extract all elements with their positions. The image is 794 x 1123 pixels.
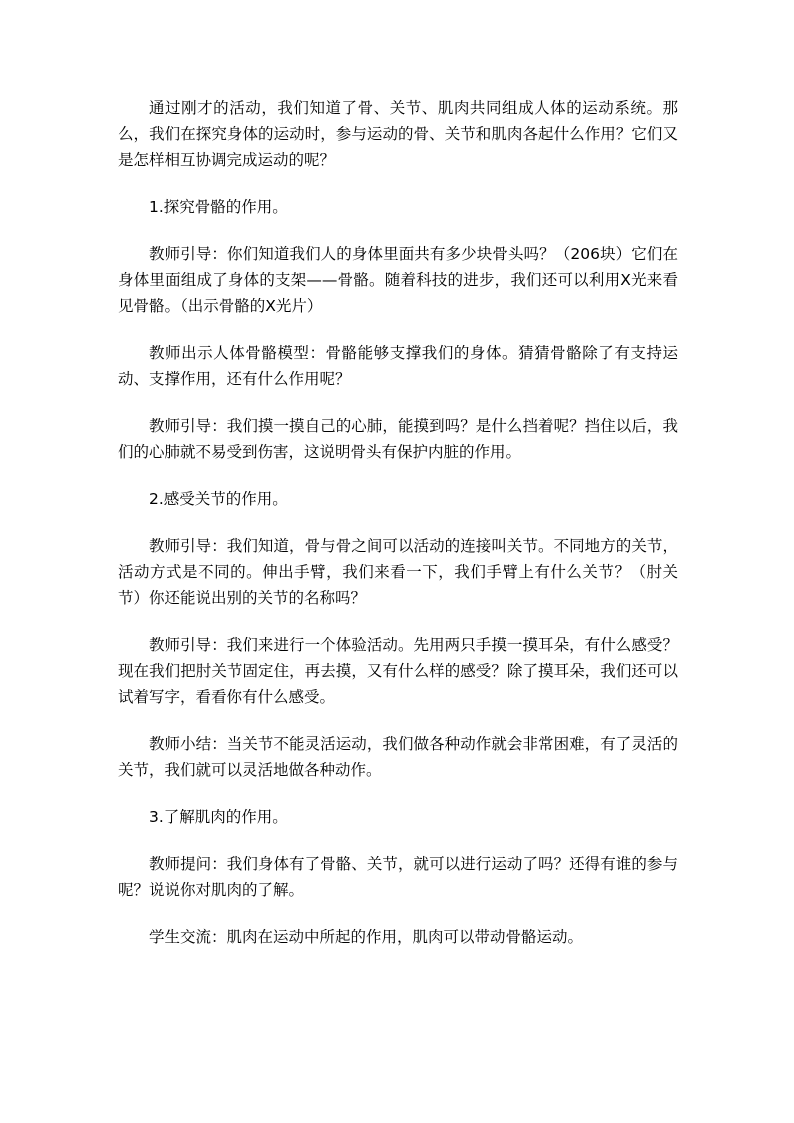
paragraph-joints-guide: 教师引导：我们知道，骨与骨之间可以活动的连接叫关节。不同地方的关节，活动方式是不同的。伸出手臂，我们来看一下，我们手臂上有什么关节？（肘关节）你还能说出别的关节的名称吗？ — [118, 537, 678, 607]
section-heading-joints: 2.感受关节的作用。 — [149, 490, 288, 508]
paragraph-intro: 通过刚才的活动，我们知道了骨、关节、肌肉共同组成人体的运动系统。那么，我们在探究身体的运动时，参与运动的骨、关节和肌肉各起什么作用？它们又是怎样相互协调完成运动的呢？ — [118, 99, 678, 169]
paragraph-skeleton-protect: 教师引导：我们摸一摸自己的心肺，能摸到吗？是什么挡着呢？挡住以后，我们的心肺就不易受到伤害，这说明骨头有保护内脏的作用。 — [118, 417, 678, 461]
paragraph-skeleton-guide: 教师引导：你们知道我们人的身体里面共有多少块骨头吗？（206块）它们在身体里面组成了身体的支架——骨骼。随着科技的进步，我们还可以利用X光来看见骨骼。（出示骨骼的X光片） — [118, 245, 678, 315]
section-heading-skeleton: 1.探究骨骼的作用。 — [149, 198, 288, 216]
paragraph-muscles-exchange: 学生交流：肌肉在运动中所起的作用，肌肉可以带动骨骼运动。 — [149, 928, 584, 946]
paragraph-joints-activity: 教师引导：我们来进行一个体验活动。先用两只手摸一摸耳朵，有什么感受？现在我们把肘关节固定住，再去摸，又有什么样的感受？除了摸耳朵，我们还可以试着写字，看看你有什么感受。 — [118, 636, 678, 706]
section-heading-muscles: 3.了解肌肉的作用。 — [149, 808, 288, 826]
paragraph-skeleton-model: 教师出示人体骨骼模型：骨骼能够支撑我们的身体。猜猜骨骼除了有支持运动、支撑作用，还有什么作用呢？ — [118, 344, 678, 388]
document-body — [118, 95, 678, 971]
paragraph-joints-summary: 教师小结：当关节不能灵活运动，我们做各种动作就会非常困难，有了灵活的关节，我们就可以灵活地做各种动作。 — [118, 735, 678, 779]
paragraph-muscles-question: 教师提问：我们身体有了骨骼、关节，就可以进行运动了吗？还得有谁的参与呢？说说你对肌肉的了解。 — [118, 855, 678, 899]
